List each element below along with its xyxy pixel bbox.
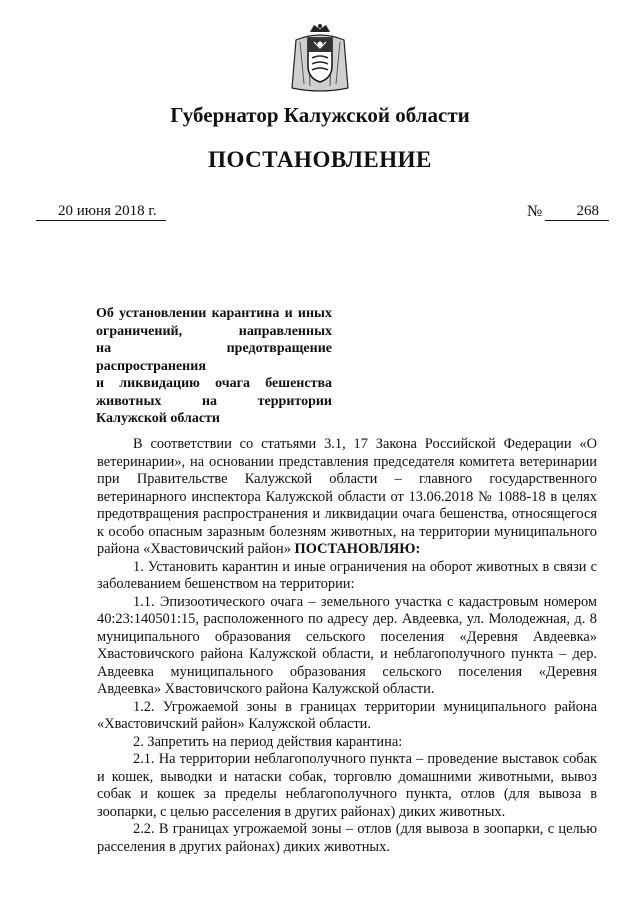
- paragraph-2-1: 2.1. На территории неблагополучного пункта – проведение выставок собак и кошек, выводки и натаски собак, торговлю домашними животными, вывоз собак и кошек за пределы неблагополучного пункта, отлов (для вывоза в зоопарки, с целью расселения в других районах) диких животных.: [97, 751, 597, 820]
- paragraph-1-1: 1.1. Эпизоотического очага – земельного участка с кадастровым номером 40:23:140501:15, расположенного по адресу дер. Авдеевка, ул. Молодежная, д. 8 муниципального образования сельского поселения «Деревня Авдеевка» Хвастовичского района Калужской области, и неблагополучного пункта – дер. Авдеевка муниципального образования сельского поселения «Деревня Авдеевка» Хвастовичского района Калужской области.: [97, 593, 597, 697]
- paragraph-2-2: 2.2. В границах угрожаемой зоны – отлов (для вывоза в зоопарки, с целью расселения в других районах) диких животных.: [97, 821, 597, 855]
- subject-line: Об установлении карантина и иных: [96, 306, 332, 321]
- subject-line: и ликвидацию очага бешенства: [96, 376, 332, 391]
- coat-of-arms-icon: [290, 22, 350, 94]
- paragraph-1: 1. Установить карантин и иные ограничения на оборот животных в связи с заболеванием бешенством на территории:: [97, 558, 597, 592]
- document-number: 268: [545, 203, 609, 221]
- document-date: 20 июня 2018 г.: [36, 203, 166, 221]
- number-label: №: [527, 203, 543, 220]
- document-body: [97, 436, 597, 856]
- subject-line: на предотвращение распространения: [96, 341, 332, 374]
- preamble-paragraph: [97, 436, 597, 559]
- paragraph-2: 2. Запретить на период действия карантина:: [133, 733, 403, 750]
- decree-word: ПОСТАНОВЛЯЮ:: [294, 541, 421, 557]
- document-subject: [96, 305, 332, 428]
- document-type: ПОСТАНОВЛЕНИЕ: [208, 147, 432, 172]
- governor-title: Губернатор Калужской области: [170, 103, 470, 127]
- subject-line: животных на территории: [96, 393, 332, 409]
- paragraph-1-2: 1.2. Угрожаемой зоны в границах территории муниципального района «Хвастовичский район» Калужской области.: [97, 698, 597, 732]
- subject-line: Калужской области: [96, 411, 220, 426]
- subject-line: ограничений, направленных: [96, 323, 332, 339]
- preamble-text: В соответствии со статьями 3.1, 17 Закона Российской Федерации «О ветеринарии», на основании представления председателя комитета ветеринарии при Правительстве Калужской области – главного государственного ветеринарного инспектора Калужской области от 13.06.2018 № 1088-18 в целях предотвращения распространения и ликвидации очага бешенства, относящегося к особо опасным заразным болезням животных, на территории муниципального района «Хвастовичский район»: [97, 436, 597, 557]
